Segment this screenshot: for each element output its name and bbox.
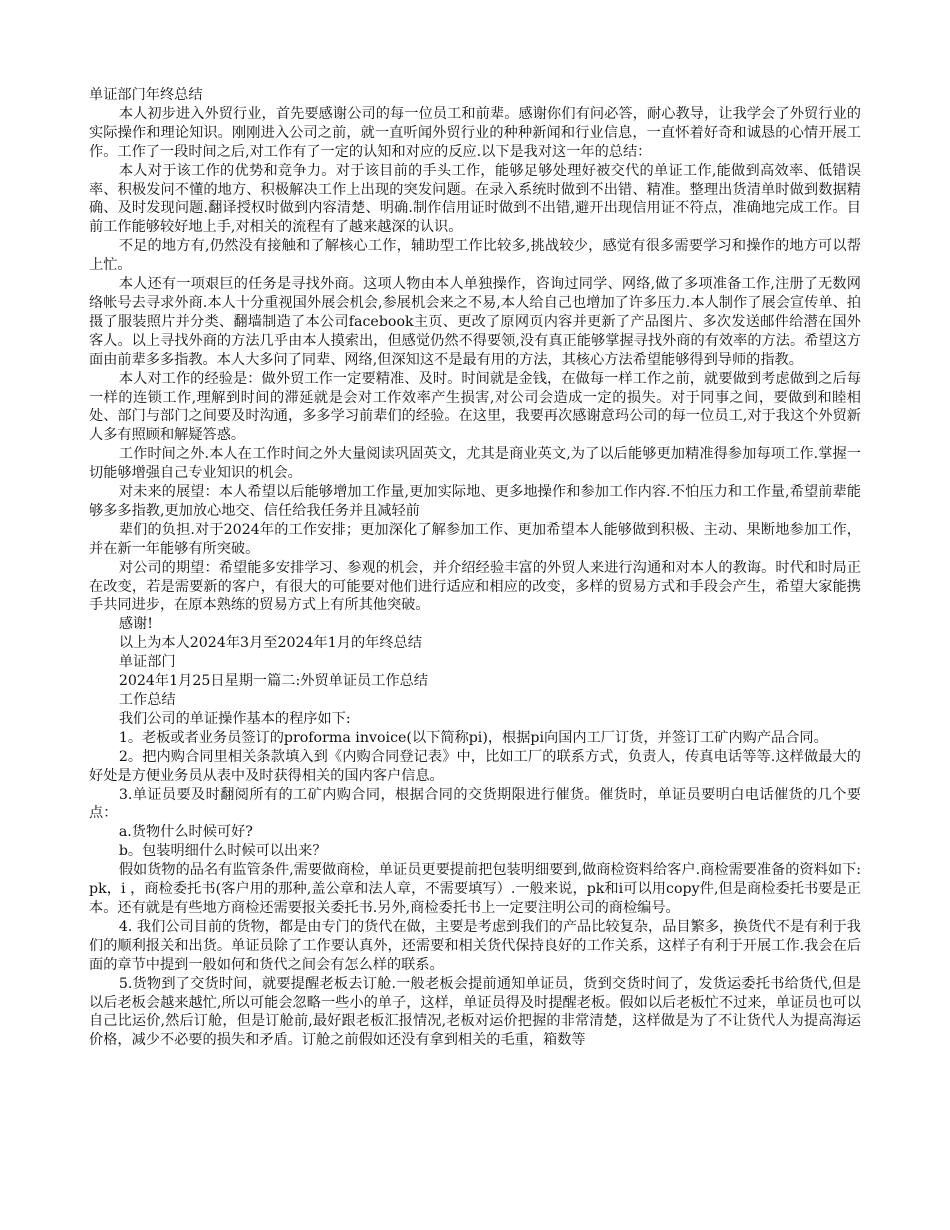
document-title: 单证部门年终总结 [89,87,203,103]
paragraph-14: 工作总结 [118,692,176,708]
paragraph-1: 本人初步进入外贸行业，首先要感谢公司的每一位员工和前辈。感谢你们有问必答，耐心教导，让我学会了外贸行业的实际操作和理论知识。刚刚进入公司之前，就一直听闻外贸行业的种种新闻和行业信息，一直怀着好奇和诚恳的心情开展工作。工作了一段时间之后,对工作有了一定的认知和对应的反应.以下是我对这一年的总结： [89,105,861,160]
paragraph-23: 5.货物到了交货时间，就要提醒老板去订舱.一般老板会提前通知单证员，货到交货时间了，发货运委托书给货代,但是以后老板会越来越忙,所以可能会忽略一些小的单子，这样，单证员得及时提醒老板。假如以后老板忙不过来，单证员也可以自己比运价,然后订舱，但是订舱前,最好跟老板汇报情况,老板对运价把握的非常清楚，这样做是为了不让货代人为提高海运价格，减少不必要的损失和矛盾。订舱之前假如还没有拿到相关的毛重，箱数等 [89,975,861,1049]
paragraph-5: 本人对工作的经验是：做外贸工作一定要精准、及时。时间就是金钱，在做每一样工作之前，就要做到考虑做到之后每一样的连锁工作,理解到时间的滞延就是会对工作效率产生损害,对公司会造成一定的损失。对于同事之间，要做到和睦相处、部门与部门之间要及时沟通，多多学习前辈们的经验。在这里，我要再次感谢意玛公司的每一位员工,对于我这个外贸新人多有照顾和解疑答惑。 [89,370,861,444]
paragraph-12: 单证部门 [118,654,176,671]
paragraph-10: 感谢! [118,616,153,633]
paragraph-19: a.货物什么时候可好? [118,824,253,841]
paragraph-4: 本人还有一项艰巨的任务是寻找外商。这项人物由本人单独操作，咨询过同学、网络,做了多项准备工作,注册了无数网络帐号去寻求外商.本人十分重视国外展会机会,参展机会来之不易,本人给自己也增加了许多压力.本人制作了展会宣传单、拍摄了服装照片并分类、翻墙制造了本公司facebook主页、更改了原网页内容并更新了产品图片、多次发送邮件给潜在国外客人。以上寻找外商的方法几乎由本人摸索出，但感觉仍然不得要领,没有真正能够掌握寻找外商的有效率的方法。希望这方面由前辈多多指教。本人大多问了同辈、网络,但深知这不是最有用的方法，其核心方法希望能够得到导师的指教。 [89,276,861,368]
paragraph-6: 工作时间之外.本人在工作时间之外大量阅读巩固英文，尤其是商业英文,为了以后能够更加精准得参加每项工作.掌握一切能够增强自己专业知识的机会。 [89,446,861,482]
paragraph-9: 对公司的期望：希望能多安排学习、参观的机会，并介绍经验丰富的外贸人来进行沟通和对本人的教诲。时代和时局正在改变，若是需要新的客户，有很大的可能要对他们进行适应和相应的改变，多样的贸易方式和手段会产生，希望大家能携手共同进步，在原本熟练的贸易方式上有所其他突破。 [89,559,861,614]
paragraph-2: 本人对于该工作的优势和竞争力。对于该目前的手头工作，能够足够处理好被交代的单证工作,能做到高效率、低错误率、积极发问不懂的地方、积极解决工作上出现的突发问题。在录入系统时做到不出错、精准。整理出货清单时做到数据精确、及时发现问题.翻译授权时做到内容清楚、明确.制作信用证时做到不出错,避开出现信用证不符点，准确地完成工作。目前工作能够较好地上手,对相关的流程有了越来越深的认识。 [89,162,861,236]
paragraph-22: 4. 我们公司目前的货物，都是由专门的货代在做，主要是考虑到我们的产品比较复杂，品目繁多，换货代不是有利于我们的顺利报关和出货。单证员除了工作要认真外，还需要和相关货代保持良好的工作关系，这样子有利于开展工作.我会在后面的章节中提到一般如何和货代之间会有怎么样的联系。 [89,918,861,973]
paragraph-17: 2。把内购合同里相关条款填入到《内购合同登记表》中，比如工厂的联系方式，负责人，传真电话等等.这样做最大的好处是方便业务员从表中及时获得相关的国内客户信息。 [89,748,861,784]
paragraph-7: 对未来的展望：本人希望以后能够增加工作量,更加实际地、更多地操作和参加工作内容.不怕压力和工作量,希望前辈能够多多指教,更加放心地交、信任给我任务并且减轻前 [89,484,861,519]
paragraph-13: 2024年1月25日星期一篇二:外贸单证员工作总结 [118,673,428,690]
paragraph-18: 3.单证员要及时翻阅所有的工矿内购合同，根据合同的交货期限进行催货。催货时，单证员要明白电话催货的几个要点： [89,786,861,822]
paragraph-15: 我们公司的单证操作基本的程序如下: [118,710,351,727]
paragraph-16: 1。老板或者业务员签订的proforma invoice(以下简称pi)，根据pi向国内工厂订货，并签订工矿内购产品合同。 [118,729,828,746]
paragraph-3: 不足的地方有,仍然没有接触和了解核心工作，辅助型工作比较多,挑战较少，感觉有很多需要学习和操作的地方可以帮上忙。 [89,238,861,274]
paragraph-11: 以上为本人2024年3月至2024年1月的年终总结 [118,635,422,652]
paragraph-8: 辈们的负担.对于2024年的工作安排；更加深化了解参加工作、更加希望本人能够做到积极、主动、果断地参加工作，并在新一年能够有所突破。 [89,521,861,557]
paragraph-21: 假如货物的品名有监管条件,需要做商检，单证员更要提前把包装明细要到,做商检资料给客户.商检需要准备的资料如下:pk，i ，商检委托书(客户用的那种,盖公章和法人章，不需要填写）.一般来说，pk和i可以用copy件,但是商检委托书要是正本。还有就是有些地方商检还需要报关委托书.另外,商检委托书上一定要注明公司的商检编号。 [89,862,861,916]
paragraph-20: b。包装明细什么时候可以出来？ [118,843,327,860]
document-body [89,86,861,1050]
